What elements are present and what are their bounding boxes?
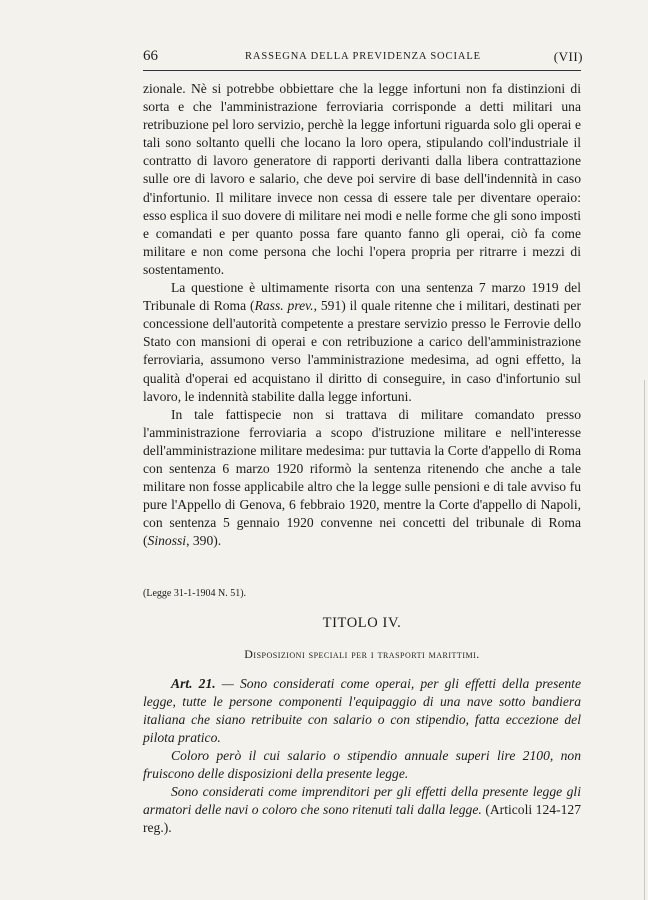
paragraph-text: , 591) il quale ritenne che i militari, destinati per concessione dell'autorità competente a prestare servizio presso le Ferrovie dello Stato con mansioni di operai e con retribuzione a carico dell'amministrazione ferroviaria, assumono verso l'amministrazione medesima, ad ogni effetto, la qualità d'operai ed acquistano il diritto di conseguire, in caso d'infortunio sul lavoro, le indennità stabilite dalla legge infortuni. xyxy=(143,298,581,404)
section-title: TITOLO IV. xyxy=(322,615,402,632)
page-number: 66 xyxy=(143,48,158,64)
running-title: RASSEGNA DELLA PREVIDENZA SOCIALE xyxy=(245,51,481,62)
article-reference: (Articoli 124-127 reg.). xyxy=(143,802,581,836)
citation-italic: Rass. prev. xyxy=(254,298,314,314)
paragraph-text: In tale fattispecie non si trattava di militare comandato presso l'amministrazione ferroviaria a scopo d'istruzione militare e nell'interesse dell'amministrazione militare medesima: pur tuttavia la Corte d'appello di Roma con sentenza 6 marzo 1920 riformò la sentenza ritenendo che anche a tale militare non fosse applicabile altro che la legge sulle pensioni e di tale avviso fu pure l'Appello di Genova, 6 febbraio 1920, mentre la Corte d'appello di Napoli, con sentenza 5 gennaio 1920 convenne nei concetti del tribunale di Roma ( xyxy=(143,406,581,549)
article-21 xyxy=(143,675,581,838)
article-paragraph xyxy=(143,675,581,747)
body-paragraph xyxy=(143,279,581,406)
article-text: — Sono considerati come operai, per gli effetti della presente legge, tutte le persone componenti l'equipaggio di una nave sotto bandiera italiana che siano retribuite con salario o con stipendio, fatta eccezione del pilota pratico. xyxy=(143,675,581,745)
article-paragraph: Coloro però il cui salario o stipendio annuale superi lire 2100, non fruiscono delle disposizioni della presente legge. xyxy=(143,748,581,782)
article-number: Art. 21. xyxy=(171,675,216,691)
volume-number: (VII) xyxy=(553,49,583,64)
law-reference: (Legge 31-1-1904 N. 51). xyxy=(143,588,247,600)
page-header xyxy=(143,48,583,68)
article-paragraph xyxy=(143,783,581,837)
article-text: Sono considerati come imprenditori per gli effetti della presente legge gli armatori delle navi o coloro che sono ritenuti tali dalla legge. xyxy=(143,784,581,818)
section-subtitle: Disposizioni speciali per i trasporti marittimi. xyxy=(244,646,480,661)
header-rule xyxy=(143,70,581,71)
paragraph-text: La questione è ultimamente risorta con una sentenza 7 marzo 1919 del Tribunale di Roma ( xyxy=(143,280,581,314)
body-paragraph: zionale. Nè si potrebbe obbiettare che la legge infortuni non fa distinzioni di sorta e che l'amministrazione ferroviaria corrisponde a detti militari una retribuzione pel loro servizio, perchè la legge infortuni riguarda solo gli operai e tali sono soltanto quelli che locano la loro opera, stipulando coll'industriale il contratto di lavoro generatore di rapporti derivanti dalla libera contrattazione sulle ore di lavoro e salario, che deve poi servire di base dell'indennità in caso d'infortunio. Il militare invece non cessa di essere tale per diventare operaio: esso esplica il suo dovere di militare nei modi e nelle forme che gli sono imposti e comandati e per quanto possa fare quanto fanno gli operai, ciò fa come militare e non come persona che lochi l'opera propria per ritrarre i mezzi di sostentamento. xyxy=(143,81,581,277)
bleed-through-edge xyxy=(644,380,645,900)
citation-italic: Sinossi xyxy=(147,533,187,549)
page-body xyxy=(143,80,581,837)
body-paragraph xyxy=(143,406,581,551)
paragraph-text: , 390). xyxy=(186,533,222,549)
